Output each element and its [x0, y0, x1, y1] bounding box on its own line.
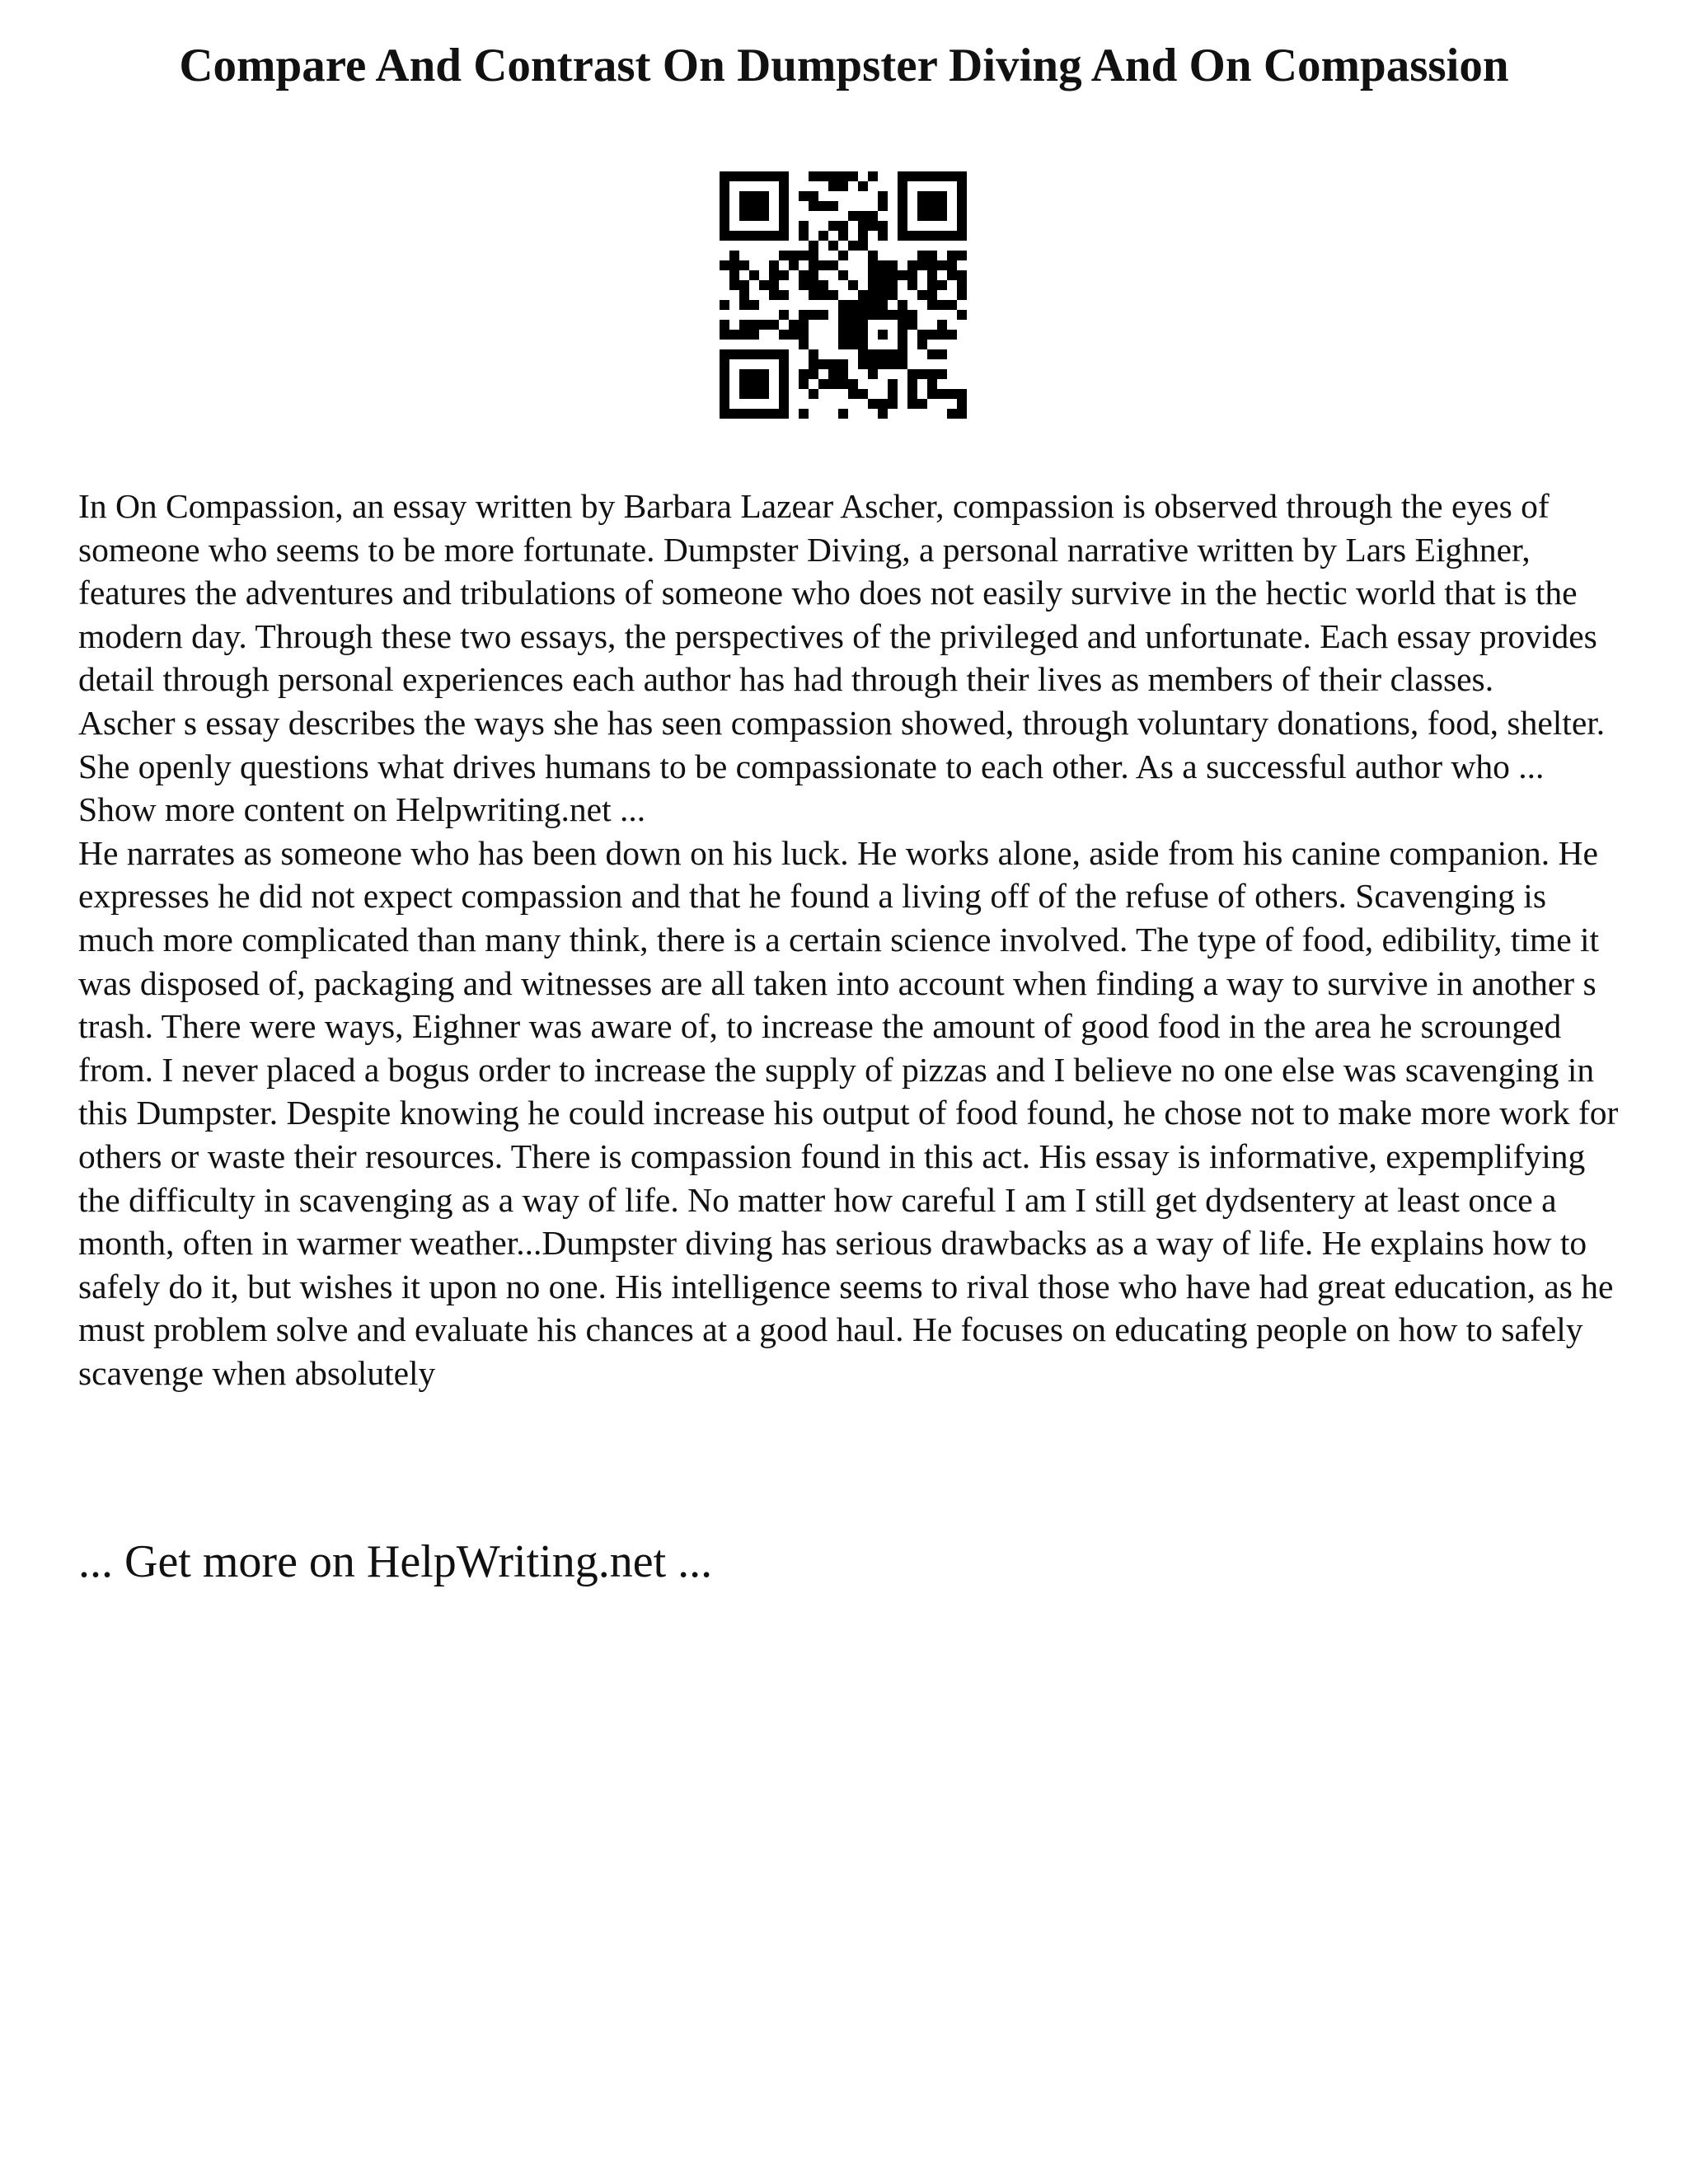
essay-body [78, 485, 1628, 1394]
qr-code-icon [720, 171, 967, 419]
essay-paragraph: In On Compassion, an essay written by Barbara Lazear Ascher, compassion is observed through the eyes of someone who seems to be more fortunate. Dumpster Diving, a personal narrative written by Lars Eighner, features the adventures and tribulations of someone who does not easily survive in the hectic world that is the modern day. Through these two essays, the perspectives of the privileged and unfortunate. Each essay provides detail through personal experiences each author has had through their lives as members of their classes. [78, 487, 1597, 699]
essay-paragraph: Ascher s essay describes the ways she has seen compassion showed, through voluntary donations, food, shelter. She openly questions what drives humans to be compassionate to each other. As a successful author who ... Show more content on Helpwriting.net ... [78, 703, 1606, 829]
essay-paragraph: He narrates as someone who has been down on his luck. He works alone, aside from his canine companion. He expresses he did not expect compassion and that he found a living off of the refuse of others. Scavenging is much more complicated than many think, there is a certain science involved. The type of food, edibility, time it was disposed of, packaging and witnesses are all taken into account when finding a way to survive in another s trash. There were ways, Eighner was aware of, to increase the amount of good food in the area he scrounged from. I never placed a bogus order to increase the supply of pizzas and I believe no one else was scavenging in this Dumpster. Despite knowing he could increase his output of food found, he chose not to make more work for others or waste their resources. There is compassion found in this act. His essay is informative, expemplifying the difficulty in scavenging as a way of life. No matter how careful I am I still get dydsentery at least once a month, often in warmer weather...Dumpster diving has serious drawbacks as a way of life. He explains how to safely do it, but wishes it upon no one. His intelligence seems to rival those who have had great education, as he must problem solve and evaluate his chances at a good haul. He focuses on educating people on how to safely scavenge when absolutely [78, 833, 1619, 1392]
document-title: Compare And Contrast On Dumpster Diving And On Compassion [179, 40, 1509, 91]
get-more-link[interactable]: ... Get more on HelpWriting.net ... [78, 1536, 713, 1587]
